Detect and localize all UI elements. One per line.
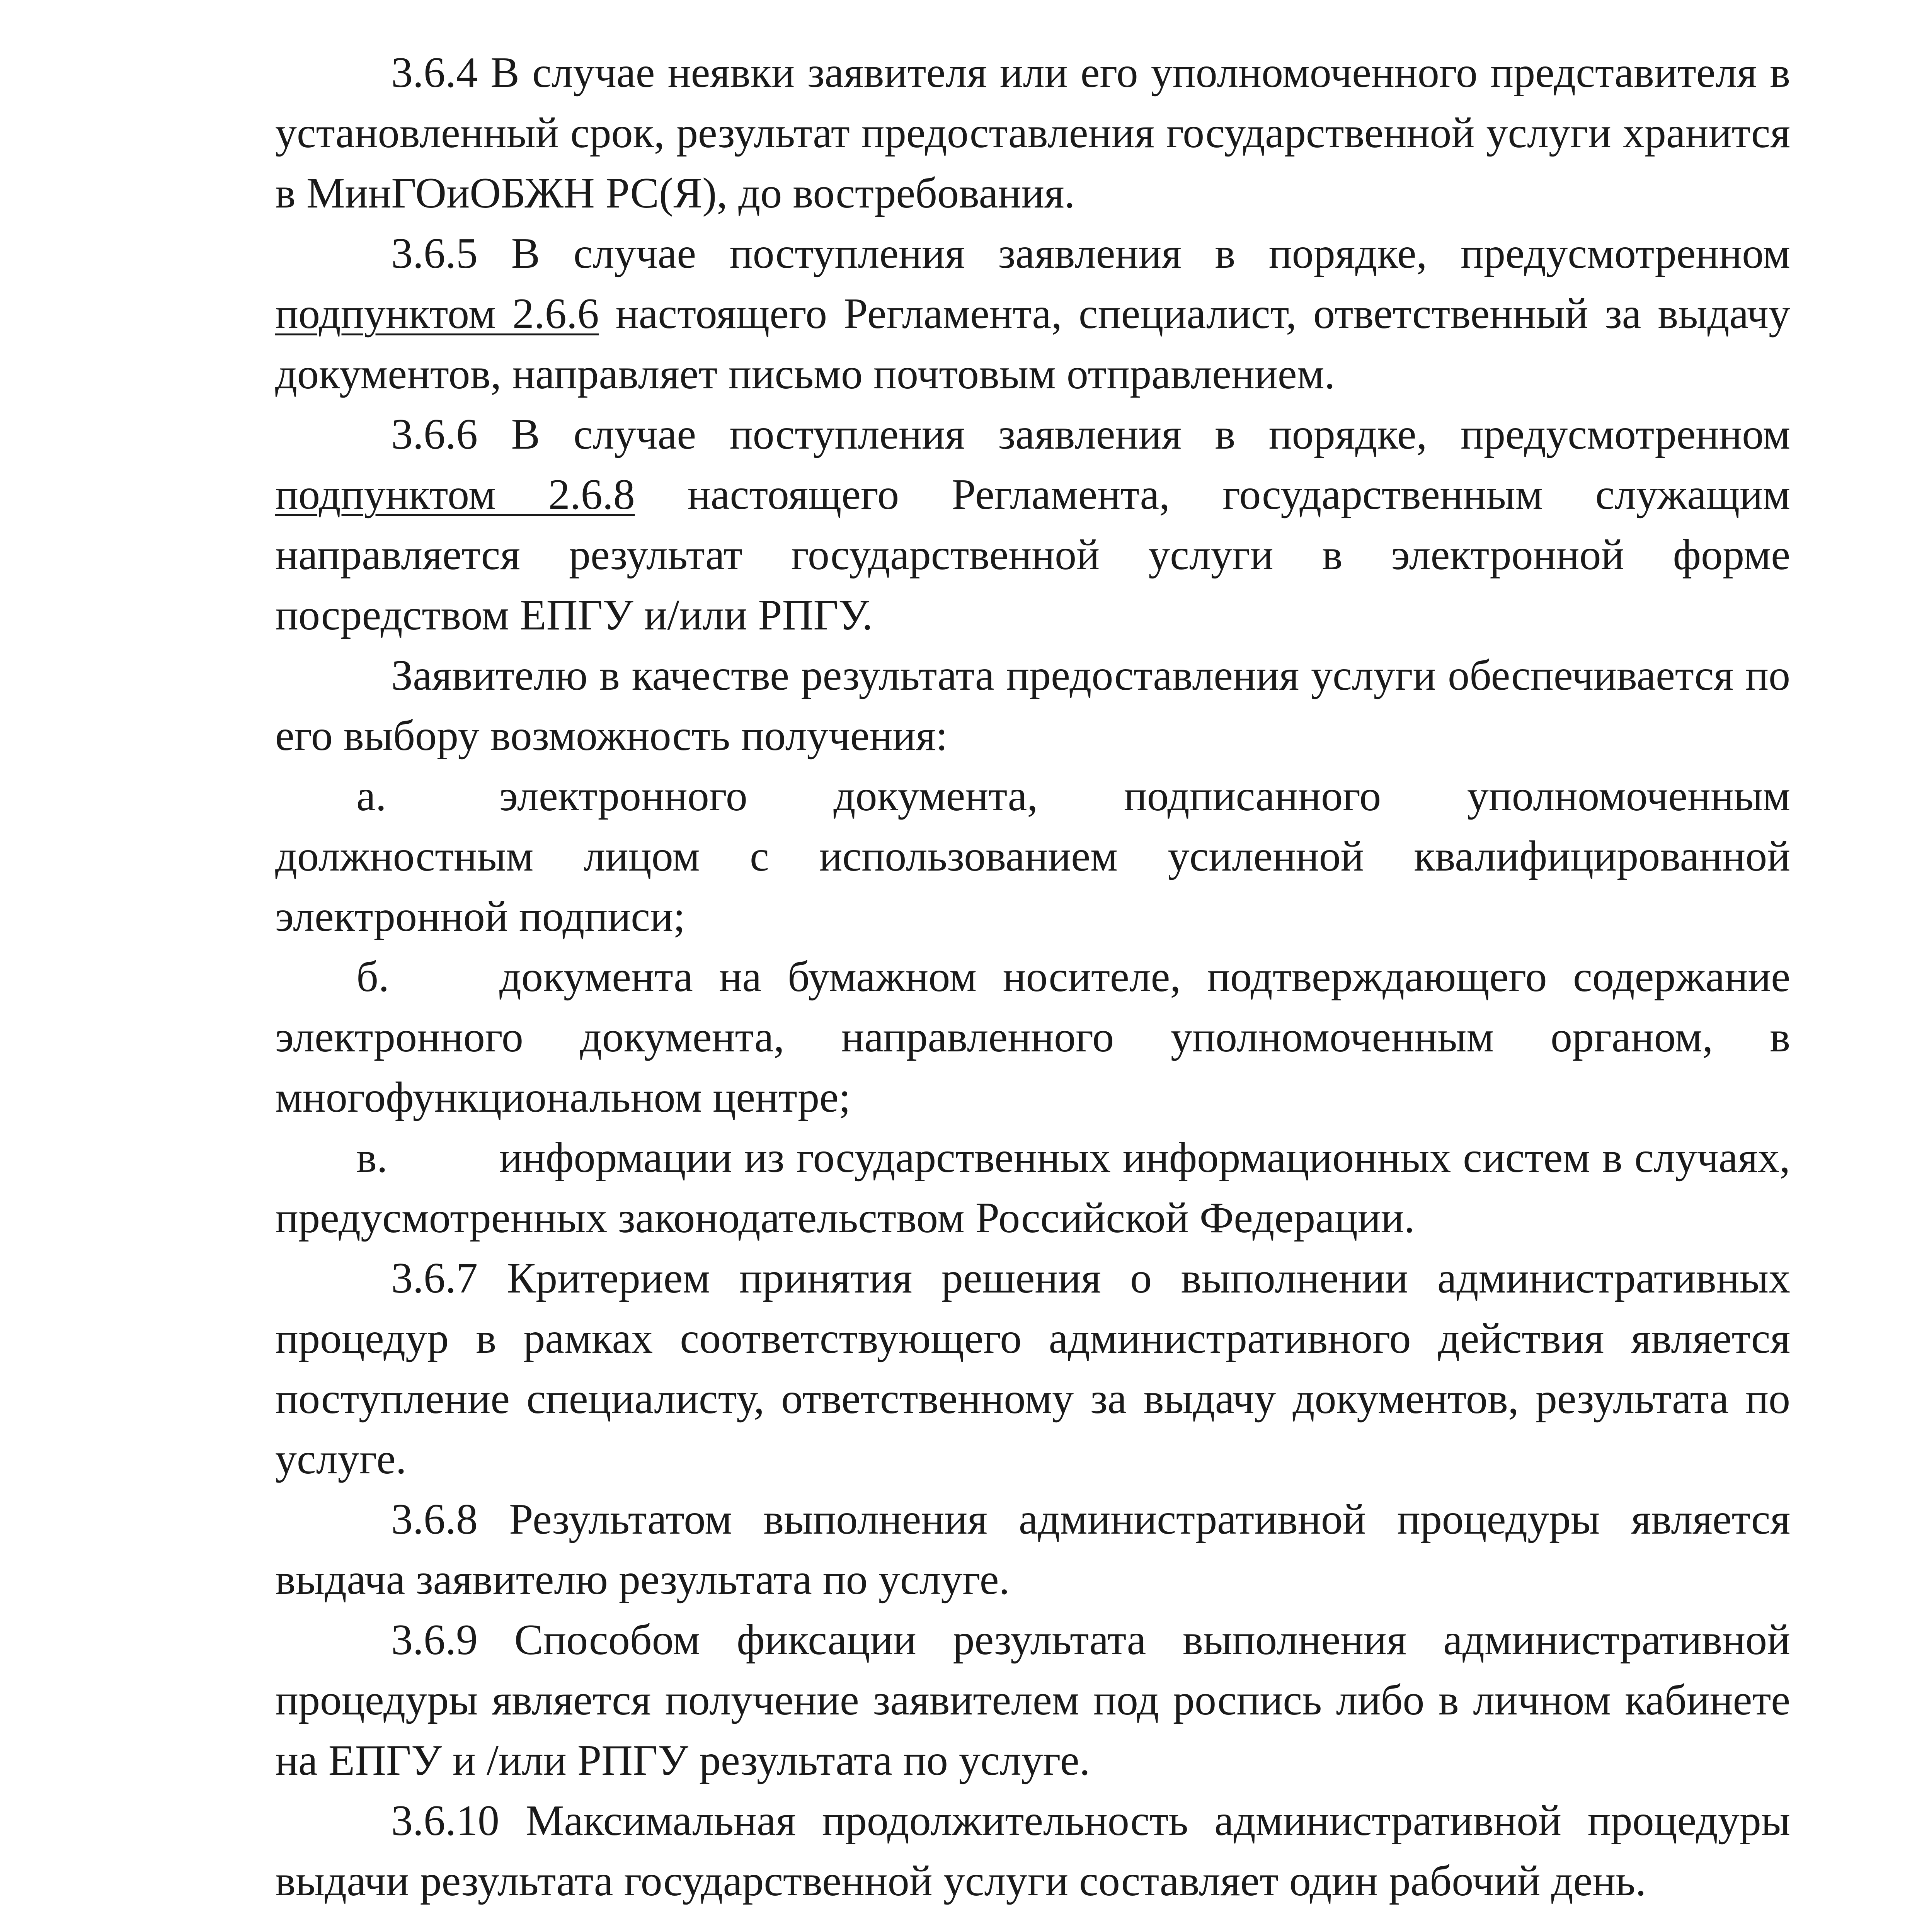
paragraph-3-6-5 [275,223,1790,404]
paragraph-3-6-8: 3.6.8 Результатом выполнения административной процедуры является выдача заявителю результата по услуге. [275,1495,1790,1604]
paragraph-3-6-6-rest: настоящего Регламента, государственным служащим направляется результат государственной услуги в электронной форме посредством ЕПГУ и/или РПГУ. [275,471,1790,639]
list-item-a [275,766,1790,947]
list-marker-v: в. [356,1134,388,1182]
paragraph-3-6-5-rest: настоящего Регламента, специалист, ответственный за выдачу документов, направляет письмо почтовым отправлением. [275,290,1791,398]
paragraph-3-6-4: 3.6.4 В случае неявки заявителя или его уполномоченного представителя в установленный срок, результат предоставления государственной услуги хранится в МинГОиОБЖН РС(Я), до востребования. [275,49,1790,217]
list-marker-a: а. [356,772,386,820]
paragraph-3-6-10: 3.6.10 Максимальная продолжительность административной процедуры выдачи результата государственной услуги составляет один рабочий день. [275,1797,1790,1905]
paragraph-3-6-5-lead: 3.6.5 В случае поступления заявления в порядке, предусмотренном [391,230,1790,277]
list-marker-b: б. [356,953,389,1001]
list-item-v [275,1128,1790,1248]
list-item-b [275,947,1790,1128]
paragraph-3-6-9: 3.6.9 Способом фиксации результата выполнения административной процедуры является получение заявителем под роспись либо в личном кабинете на ЕПГУ и /или РПГУ результата по услуге. [275,1616,1790,1784]
paragraph-3-6-6 [275,404,1790,645]
list-item-b-text: документа на бумажном носителе, подтверждающего содержание электронного документа, направленного уполномоченным органом, в многофункциональном центре; [275,953,1790,1121]
paragraph-3-6-7: 3.6.7 Критерием принятия решения о выполнении административных процедур в рамках соответствующего административного действия является поступление специалисту, ответственному за выдачу документов, результата по услуге. [275,1254,1790,1483]
paragraph-3-6-6-lead: 3.6.6 В случае поступления заявления в порядке, предусмотренном [391,410,1790,458]
list-item-v-text: информации из государственных информационных систем в случаях, предусмотренных законодательством Российской Федерации. [275,1134,1790,1242]
list-item-a-text: электронного документа, подписанного уполномоченным должностным лицом с использованием усиленной квалифицированной электронной подписи; [275,772,1790,940]
section-spacer [275,1911,1790,1932]
link-subpoint-2-6-6[interactable]: подпунктом 2.6.6 [275,290,599,338]
document-body [275,43,1790,1932]
paragraph-choice-intro: Заявителю в качестве результата предоставления услуги обеспечивается по его выбору возможность получения: [275,651,1790,760]
link-subpoint-2-6-8[interactable]: подпунктом 2.6.8 [275,471,635,519]
